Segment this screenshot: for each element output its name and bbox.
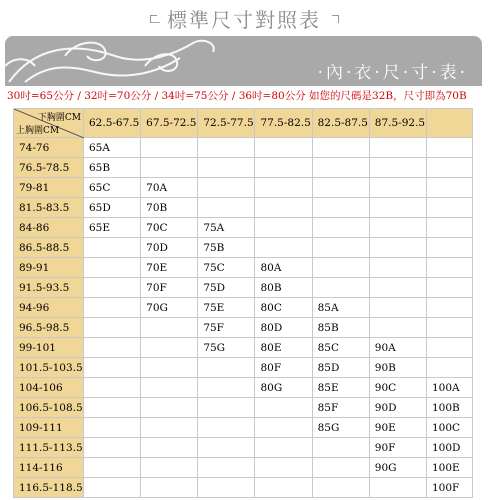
- size-cell: 85A: [312, 298, 369, 318]
- size-cell: [84, 238, 141, 258]
- table-row: [14, 218, 473, 238]
- size-cell: [369, 298, 426, 318]
- row-label: 84-86: [14, 218, 84, 238]
- size-cell: [198, 438, 255, 458]
- size-cell: 90A: [369, 338, 426, 358]
- size-cell: [84, 298, 141, 318]
- table-row: [14, 258, 473, 278]
- size-cell: [427, 298, 473, 318]
- size-cell: 65C: [84, 178, 141, 198]
- size-cell: 100A: [427, 378, 473, 398]
- size-cell: [312, 458, 369, 478]
- table-row: [14, 158, 473, 178]
- size-cell: [198, 158, 255, 178]
- corner-cell: [14, 109, 84, 138]
- size-cell: [84, 318, 141, 338]
- size-cell: [198, 378, 255, 398]
- corner-label-underbust: 下胸圍CM: [37, 113, 81, 123]
- size-cell: [369, 218, 426, 238]
- table-header-row: [14, 109, 473, 138]
- size-cell: [427, 218, 473, 238]
- size-cell: [84, 258, 141, 278]
- size-cell: [198, 358, 255, 378]
- size-cell: [141, 138, 198, 158]
- size-cell: 70G: [141, 298, 198, 318]
- size-cell: [84, 438, 141, 458]
- table-row: [14, 398, 473, 418]
- size-cell: 100D: [427, 438, 473, 458]
- size-cell: [141, 478, 198, 498]
- size-cell: 85B: [312, 318, 369, 338]
- table-row: [14, 178, 473, 198]
- size-cell: 70B: [141, 198, 198, 218]
- row-label: 111.5-113.5: [14, 438, 84, 458]
- size-cell: 90G: [369, 458, 426, 478]
- row-label: 94-96: [14, 298, 84, 318]
- row-label: 99-101: [14, 338, 84, 358]
- size-cell: 75G: [198, 338, 255, 358]
- table-row: [14, 338, 473, 358]
- size-cell: [369, 178, 426, 198]
- size-cell: [84, 478, 141, 498]
- size-cell: [84, 378, 141, 398]
- size-cell: [141, 378, 198, 398]
- size-cell: [255, 478, 312, 498]
- size-cell: [369, 258, 426, 278]
- table-row: [14, 418, 473, 438]
- size-cell: [427, 158, 473, 178]
- size-cell: [255, 238, 312, 258]
- row-label: 81.5-83.5: [14, 198, 84, 218]
- row-label: 79-81: [14, 178, 84, 198]
- size-cell: [198, 198, 255, 218]
- size-cell: [255, 398, 312, 418]
- size-cell: 90D: [369, 398, 426, 418]
- size-cell: [427, 198, 473, 218]
- size-cell: [427, 138, 473, 158]
- table-row: [14, 378, 473, 398]
- row-label: 89-91: [14, 258, 84, 278]
- row-label: 96.5-98.5: [14, 318, 84, 338]
- size-cell: 80A: [255, 258, 312, 278]
- size-cell: [141, 158, 198, 178]
- size-cell: [84, 458, 141, 478]
- column-header: 82.5-87.5: [312, 109, 369, 138]
- size-cell: 100B: [427, 398, 473, 418]
- size-cell: [427, 238, 473, 258]
- column-header: 62.5-67.5: [84, 109, 141, 138]
- size-cell: 75B: [198, 238, 255, 258]
- size-cell: [255, 458, 312, 478]
- size-cell: 75D: [198, 278, 255, 298]
- row-label: 86.5-88.5: [14, 238, 84, 258]
- size-cell: [141, 358, 198, 378]
- size-cell: 80F: [255, 358, 312, 378]
- size-cell: 65D: [84, 198, 141, 218]
- size-cell: 65A: [84, 138, 141, 158]
- column-header: 77.5-82.5: [255, 109, 312, 138]
- table-row: [14, 138, 473, 158]
- table-row: [14, 238, 473, 258]
- size-cell: [312, 218, 369, 238]
- size-cell: 65B: [84, 158, 141, 178]
- size-cell: [312, 198, 369, 218]
- size-cell: 80E: [255, 338, 312, 358]
- table-row: [14, 478, 473, 498]
- size-cell: 85C: [312, 338, 369, 358]
- table-row: [14, 358, 473, 378]
- corner-label-bust: 上胸圍CM: [16, 126, 60, 136]
- size-cell: 90C: [369, 378, 426, 398]
- table-row: [14, 298, 473, 318]
- size-cell: [427, 318, 473, 338]
- size-cell: 90E: [369, 418, 426, 438]
- conversion-note: 30吋=65公分 / 32吋=70公分 / 34吋=75公分 / 36吋=80公分 如您的尺碼是32B，尺寸即為70B: [7, 90, 467, 102]
- size-cell: 75E: [198, 298, 255, 318]
- size-cell: 90F: [369, 438, 426, 458]
- size-cell: 100E: [427, 458, 473, 478]
- size-cell: [312, 478, 369, 498]
- row-label: 104-106: [14, 378, 84, 398]
- size-cell: [369, 158, 426, 178]
- banner: [5, 36, 482, 86]
- size-cell: [369, 318, 426, 338]
- row-label: 91.5-93.5: [14, 278, 84, 298]
- size-table: [13, 108, 473, 498]
- row-label: 116.5-118.5: [14, 478, 84, 498]
- size-cell: [369, 138, 426, 158]
- size-cell: [427, 278, 473, 298]
- size-cell: 70F: [141, 278, 198, 298]
- size-cell: [427, 258, 473, 278]
- row-label: 109-111: [14, 418, 84, 438]
- table-row: [14, 278, 473, 298]
- size-cell: 85G: [312, 418, 369, 438]
- size-cell: 70A: [141, 178, 198, 198]
- size-cell: [84, 338, 141, 358]
- size-cell: 85D: [312, 358, 369, 378]
- size-cell: [84, 398, 141, 418]
- row-label: 76.5-78.5: [14, 158, 84, 178]
- size-cell: [312, 178, 369, 198]
- title-bracket-right: [332, 15, 339, 23]
- size-cell: [312, 438, 369, 458]
- row-label: 101.5-103.5: [14, 358, 84, 378]
- size-cell: 85F: [312, 398, 369, 418]
- table-row: [14, 458, 473, 478]
- size-cell: [369, 478, 426, 498]
- size-cell: 85E: [312, 378, 369, 398]
- size-cell: 100F: [427, 478, 473, 498]
- column-header: 67.5-72.5: [141, 109, 198, 138]
- size-cell: [312, 258, 369, 278]
- size-cell: [198, 458, 255, 478]
- size-cell: 80B: [255, 278, 312, 298]
- size-cell: [84, 418, 141, 438]
- size-cell: 75C: [198, 258, 255, 278]
- size-cell: 80G: [255, 378, 312, 398]
- size-cell: [198, 398, 255, 418]
- size-cell: 70D: [141, 238, 198, 258]
- size-cell: [312, 138, 369, 158]
- size-cell: [312, 238, 369, 258]
- size-cell: 65E: [84, 218, 141, 238]
- table-row: [14, 198, 473, 218]
- size-cell: [141, 418, 198, 438]
- row-label: 74-76: [14, 138, 84, 158]
- column-header: 72.5-77.5: [198, 109, 255, 138]
- banner-title: ·內·衣·尺·寸·表·: [317, 63, 468, 83]
- size-cell: [369, 278, 426, 298]
- size-cell: [141, 318, 198, 338]
- size-cell: 75A: [198, 218, 255, 238]
- size-cell: [255, 138, 312, 158]
- size-cell: [198, 478, 255, 498]
- column-header: [427, 109, 473, 138]
- row-label: 106.5-108.5: [14, 398, 84, 418]
- size-cell: 80D: [255, 318, 312, 338]
- size-cell: 70C: [141, 218, 198, 238]
- size-cell: [255, 418, 312, 438]
- row-label: 114-116: [14, 458, 84, 478]
- size-cell: 100C: [427, 418, 473, 438]
- size-cell: 70E: [141, 258, 198, 278]
- size-cell: [255, 198, 312, 218]
- size-cell: [84, 278, 141, 298]
- table-row: [14, 318, 473, 338]
- size-cell: [141, 438, 198, 458]
- size-cell: [198, 178, 255, 198]
- size-cell: [427, 178, 473, 198]
- size-cell: [141, 398, 198, 418]
- size-cell: 90B: [369, 358, 426, 378]
- size-cell: [427, 358, 473, 378]
- size-cell: [312, 278, 369, 298]
- size-cell: [141, 458, 198, 478]
- size-cell: [84, 358, 141, 378]
- size-cell: [369, 198, 426, 218]
- size-cell: 75F: [198, 318, 255, 338]
- size-cell: [255, 438, 312, 458]
- size-cell: [198, 138, 255, 158]
- size-cell: [369, 238, 426, 258]
- column-header: 87.5-92.5: [369, 109, 426, 138]
- size-cell: [312, 158, 369, 178]
- page-title: 標準尺寸對照表: [167, 8, 321, 32]
- size-cell: [427, 338, 473, 358]
- size-cell: [255, 218, 312, 238]
- table-row: [14, 438, 473, 458]
- size-cell: [255, 158, 312, 178]
- size-cell: 80C: [255, 298, 312, 318]
- size-cell: [141, 338, 198, 358]
- size-cell: [198, 418, 255, 438]
- size-cell: [255, 178, 312, 198]
